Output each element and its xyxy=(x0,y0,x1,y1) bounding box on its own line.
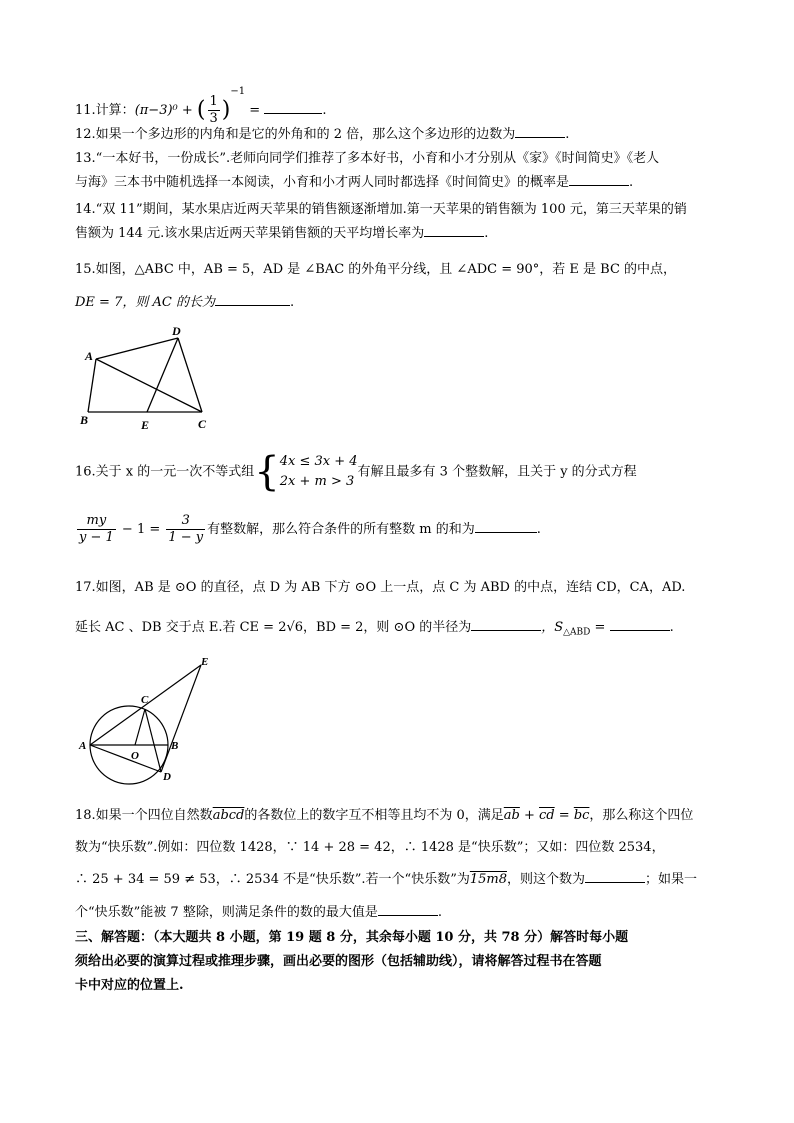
question-15-line2: DE = 7，则 AC 的长为 . xyxy=(75,295,295,310)
figure-17-circle xyxy=(75,655,225,785)
question-18-line3: ∴ 25 + 34 = 59 ≠ 53，∴ 2534 不是“快乐数”.若一个“快乐数”为15m8，则这个数为 ；如果一 xyxy=(75,872,698,887)
q11-fraction: $\frac{1}{3}$ xyxy=(209,94,218,126)
question-13-line1: 13.“一本好书，一份成长”.老师向同学们推荐了多本好书，小育和小才分别从《家》《时间简史》《老人 xyxy=(75,151,660,166)
question-17-line2: 延长 AC 、DB 交于点 E.若 CE = 2√6，BD = 2，则 ⊙O 的半径为 ，$S_{\triangle ABD}$ = . xyxy=(75,620,674,638)
q18-number-blank[interactable] xyxy=(585,870,645,883)
fig15-label-b: B xyxy=(80,413,89,427)
fig17-label-o: O xyxy=(131,750,139,762)
section-3-line1: 三、解答题：（本大题共 8 小题，第 19 题 8 分，其余每小题 10 分，共 78 分）解答时每小题 xyxy=(75,930,629,945)
fig17-label-d: D xyxy=(163,771,171,783)
question-18-line4: 个“快乐数”能被 7 整除，则满足条件的数的最大值是 . xyxy=(75,905,442,920)
section-3-line3: 卡中对应的位置上. xyxy=(75,978,184,993)
q16-fraction-2: $\frac{3}{1 - y}$ xyxy=(168,513,204,545)
question-16-line1: 16.关于 x 的一元一次不等式组{ 4x ≤ 3x + 4 2x + m > 3 有解且最多有 3 个整数解，且关于 y 的分式方程 xyxy=(75,449,637,495)
question-18-line1: 18.如果一个四位自然数abcd的各数位上的数字互不相等且均不为 0，满足$\overline{ab} + \overline{cd} = \overline{bc}$，那么称这个四位 xyxy=(75,808,694,823)
question-13-line2: 与海》三本书中随机选择一本阅读，小育和小才两人同时都选择《时间简史》的概率是 . xyxy=(75,175,634,190)
q13-answer-blank[interactable] xyxy=(569,173,629,186)
q16-answer-blank[interactable] xyxy=(475,520,537,533)
fig17-label-c: C xyxy=(141,694,149,706)
q11-power: −1 xyxy=(230,86,246,97)
fig15-label-d: D xyxy=(172,324,181,338)
question-14-line2: 售额为 144 元.该水果店近两天苹果销售额的天平均增长率为 . xyxy=(75,226,489,241)
q17-area-blank[interactable] xyxy=(610,618,670,631)
question-17-line1: 17.如图，AB 是 ⊙O 的直径，点 D 为 AB 下方 ⊙O 上一点，点 C 为 ABD 的中点，连结 CD，CA，AD. xyxy=(75,580,686,595)
fig17-label-b: B xyxy=(171,740,179,752)
fig15-label-e: E xyxy=(141,418,150,432)
fig17-label-a: A xyxy=(79,740,87,752)
q12-answer-blank[interactable] xyxy=(515,125,565,138)
q11-paren: ( xyxy=(196,97,206,123)
q11-answer-blank[interactable] xyxy=(264,101,322,114)
question-16-line2: $\frac{my}{y - 1}$ − 1 = $\frac{3}{1 - y}$ 有整数解，那么符合条件的所有整数 m 的和为 . xyxy=(79,513,541,545)
q17-radius-blank[interactable] xyxy=(471,618,541,631)
fig15-label-a: A xyxy=(85,349,94,363)
fig15-label-c: C xyxy=(198,417,207,431)
q11-prefix: 11.计算： xyxy=(75,103,135,118)
fig17-label-e: E xyxy=(201,656,209,668)
question-12: 12.如果一个多边形的内角和是它的外角和的 2 倍，那么这个多边形的边数为 . xyxy=(75,127,570,142)
figure-15-triangle xyxy=(75,320,225,435)
question-18-line2: 数为“快乐数”.例如：四位数 1428，∵ 14 + 28 = 42，∴ 1428 是“快乐数”；又如：四位数 2534， xyxy=(75,840,665,855)
section-3-line2: 须给出必要的演算过程或推理步骤，画出必要的图形（包括辅助线），请将解答过程书在答题 xyxy=(75,954,602,969)
question-14-line1: 14.“双 11”期间，某水果店近两天苹果的销售额逐渐增加.第一天苹果的销售额为 100 元，第三天苹果的销 xyxy=(75,202,687,217)
question-11: 11.计算：(π−3)⁰ + ( $\frac{1}{3}$ )$^{-1}$ = . xyxy=(75,86,327,126)
q16-brace: { xyxy=(254,449,280,495)
q16-fraction-1: $\frac{my}{y - 1}$ xyxy=(79,513,114,545)
q11-expr: (π−3)⁰ + xyxy=(134,103,197,118)
q14-answer-blank[interactable] xyxy=(424,224,484,237)
q18-max-blank[interactable] xyxy=(378,903,438,916)
question-15-line1: 15.如图，△ABC 中，AB = 5，AD 是 ∠BAC 的外角平分线，且 ∠ADC = 90°，若 E 是 BC 的中点， xyxy=(75,262,677,277)
q15-answer-blank[interactable] xyxy=(215,293,290,306)
q16-inequality-system: 4x ≤ 3x + 4 2x + m > 3 xyxy=(279,454,358,489)
